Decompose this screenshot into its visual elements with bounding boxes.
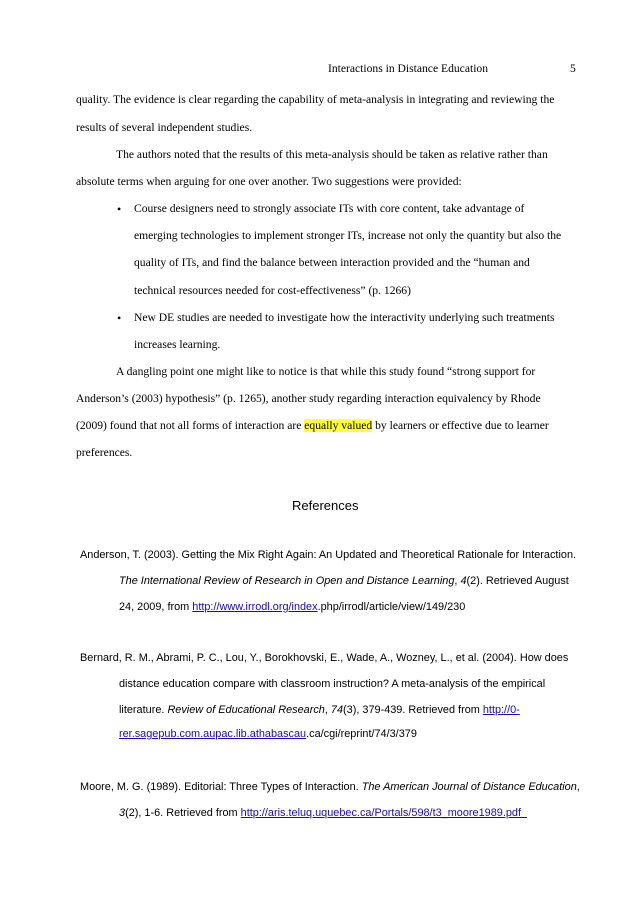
reference-link[interactable]: http://aris.teluq.uquebec.ca/Portals/598/t3_moore1989.pdf: [240, 807, 528, 819]
body-line: The authors noted that the results of this meta-analysis should be taken as relative rather than: [116, 148, 548, 161]
journal-title: The International Review of Research in Open and Distance Learning: [119, 575, 455, 587]
reference-line: distance education compare with classroom instruction? A meta-analysis of the empirical: [119, 678, 546, 690]
bullet-line: emerging technologies to implement stronger ITs, increase not only the quantity but also the: [134, 229, 562, 242]
references-heading: References: [292, 498, 359, 513]
ref-text: (2), 1-6. Retrieved from: [125, 807, 241, 819]
body-line: [76, 419, 549, 432]
bullet-line: New DE studies are needed to investigate how the interactivity underlying such treatments: [134, 311, 555, 324]
reference-line: [80, 781, 580, 793]
journal-title: The American Journal of Distance Education: [361, 781, 577, 793]
reference-link[interactable]: http://www.irrodl.org/index: [192, 601, 318, 613]
body-line: A dangling point one might like to notice is that while this study found “strong support for: [116, 365, 536, 378]
reference-line: [119, 575, 569, 587]
ref-text: ,: [324, 704, 331, 716]
ref-text: (2). Retrieved August: [466, 575, 569, 587]
body-line: Anderson’s (2003) hypothesis” (p. 1265), another study regarding interaction equivalency by Rhode: [76, 392, 541, 405]
bullet-line: Course designers need to strongly associate ITs with core content, take advantage of: [134, 202, 525, 215]
ref-text: literature.: [119, 704, 168, 716]
ref-text: (3), 379-439. Retrieved from: [343, 704, 483, 716]
body-text: by learners or effective due to learner: [372, 419, 549, 432]
bullet-line: technical resources needed for cost-effectiveness” (p. 1266): [134, 284, 411, 297]
volume: 74: [330, 704, 344, 716]
ref-text: ,: [576, 781, 580, 793]
body-line: absolute terms when arguing for one over another. Two suggestions were provided:: [76, 175, 462, 188]
bullet-icon: •: [117, 202, 122, 216]
reference-line: Bernard, R. M., Abrami, P. C., Lou, Y., Borokhovski, E., Wade, A., Wozney, L., et al. (2004). How does: [80, 652, 569, 664]
volume: 4: [460, 575, 467, 587]
reference-line: Anderson, T. (2003). Getting the Mix Right Again: An Updated and Theoretical Rationale for Interaction.: [80, 549, 577, 561]
ref-text: .php/irrodl/article/view/149/230: [317, 601, 466, 613]
body-line: quality. The evidence is clear regarding the capability of meta-analysis in integrating and reviewing the: [76, 93, 555, 106]
bullet-line: quality of ITs, and find the balance between interaction provided and the “human and: [134, 256, 530, 269]
body-text: (2009) found that not all forms of interaction are: [76, 419, 305, 432]
page-number: 5: [570, 62, 576, 75]
running-header-title: Interactions in Distance Education: [328, 62, 489, 75]
bullet-icon: •: [117, 311, 122, 325]
ref-text: .ca/cgi/reprint/74/3/379: [306, 728, 417, 740]
reference-link[interactable]: rer.sagepub.com.aupac.lib.athabascau: [119, 728, 307, 740]
ref-text: 24, 2009, from: [119, 601, 193, 613]
reference-line: [119, 728, 417, 740]
body-line: preferences.: [76, 446, 133, 459]
ref-text: Moore, M. G. (1989). Editorial: Three Types of Interaction.: [80, 781, 362, 793]
bullet-line: increases learning.: [134, 338, 221, 351]
journal-title: Review of Educational Research: [167, 704, 325, 716]
reference-line: [119, 601, 465, 613]
reference-link[interactable]: http://0-: [482, 704, 520, 716]
ref-text: ,: [454, 575, 461, 587]
reference-line: [119, 704, 520, 716]
body-line: results of several independent studies.: [76, 121, 253, 134]
highlighted-text: equally valued: [304, 419, 373, 432]
reference-line: [119, 807, 527, 819]
volume: 3: [119, 807, 126, 819]
